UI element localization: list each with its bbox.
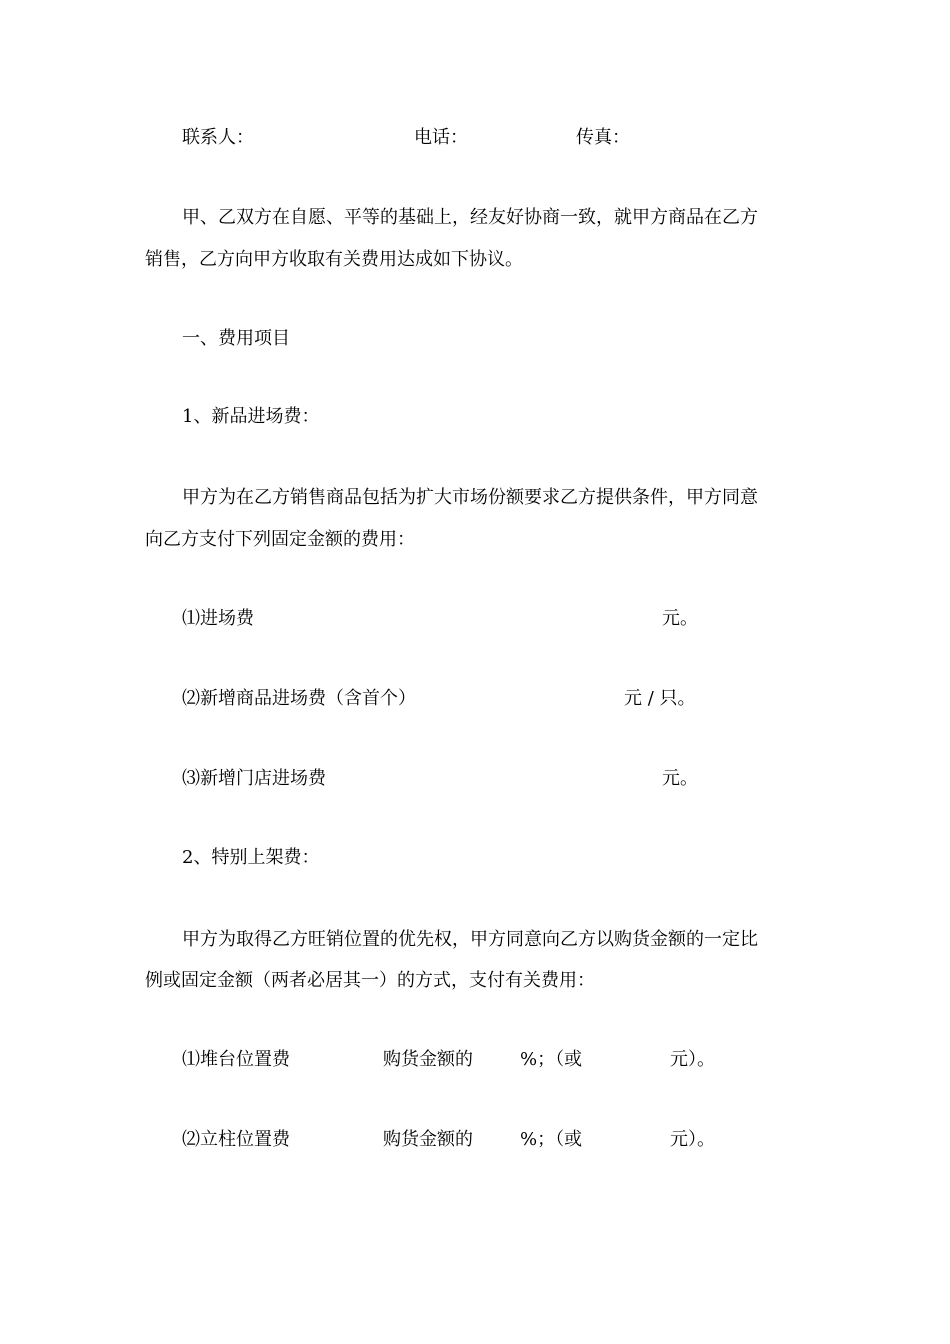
stack-position-fee-pct: %；（或 [520, 1049, 583, 1070]
item2-desc-line-2: 例或固定金额（两者必居其一）的方式，支付有关费用： [145, 970, 595, 991]
stack-position-fee-base: 购货金额的 [383, 1049, 473, 1070]
new-product-fee-unit: 元 / 只。 [624, 688, 696, 709]
item1-desc-line-1: 甲方为在乙方销售商品包括为扩大市场份额要求乙方提供条件，甲方同意 [182, 487, 758, 508]
fax-label: 传真： [576, 127, 630, 148]
stack-position-fee-unit: 元）。 [670, 1049, 715, 1070]
item2-desc-line-1: 甲方为取得乙方旺销位置的优先权，甲方同意向乙方以购货金额的一定比 [182, 929, 758, 950]
intro-line-2: 销售，乙方向甲方收取有关费用达成如下协议。 [145, 249, 523, 270]
new-product-fee-label: ⑵新增商品进场费（含首个） [182, 688, 416, 709]
entry-fee-unit: 元。 [662, 608, 698, 629]
item2-heading: 2、特别上架费： [182, 847, 320, 868]
new-store-fee-unit: 元。 [662, 768, 698, 789]
entry-fee-label: ⑴进场费 [182, 608, 254, 629]
column-position-fee-label: ⑵立柱位置费 [182, 1129, 290, 1150]
column-position-fee-unit: 元）。 [670, 1129, 715, 1150]
phone-label: 电话： [414, 127, 468, 148]
item1-desc-line-2: 向乙方支付下列固定金额的费用： [145, 529, 415, 550]
new-store-fee-label: ⑶新增门店进场费 [182, 768, 326, 789]
section-heading-fee-items: 一、费用项目 [182, 328, 290, 349]
intro-line-1: 甲、乙双方在自愿、平等的基础上，经友好协商一致，就甲方商品在乙方 [182, 207, 758, 228]
stack-position-fee-label: ⑴堆台位置费 [182, 1049, 290, 1070]
column-position-fee-pct: %；（或 [520, 1129, 583, 1150]
column-position-fee-base: 购货金额的 [383, 1129, 473, 1150]
contact-person-label: 联系人： [182, 127, 254, 148]
item1-heading: 1、新品进场费： [182, 406, 320, 427]
